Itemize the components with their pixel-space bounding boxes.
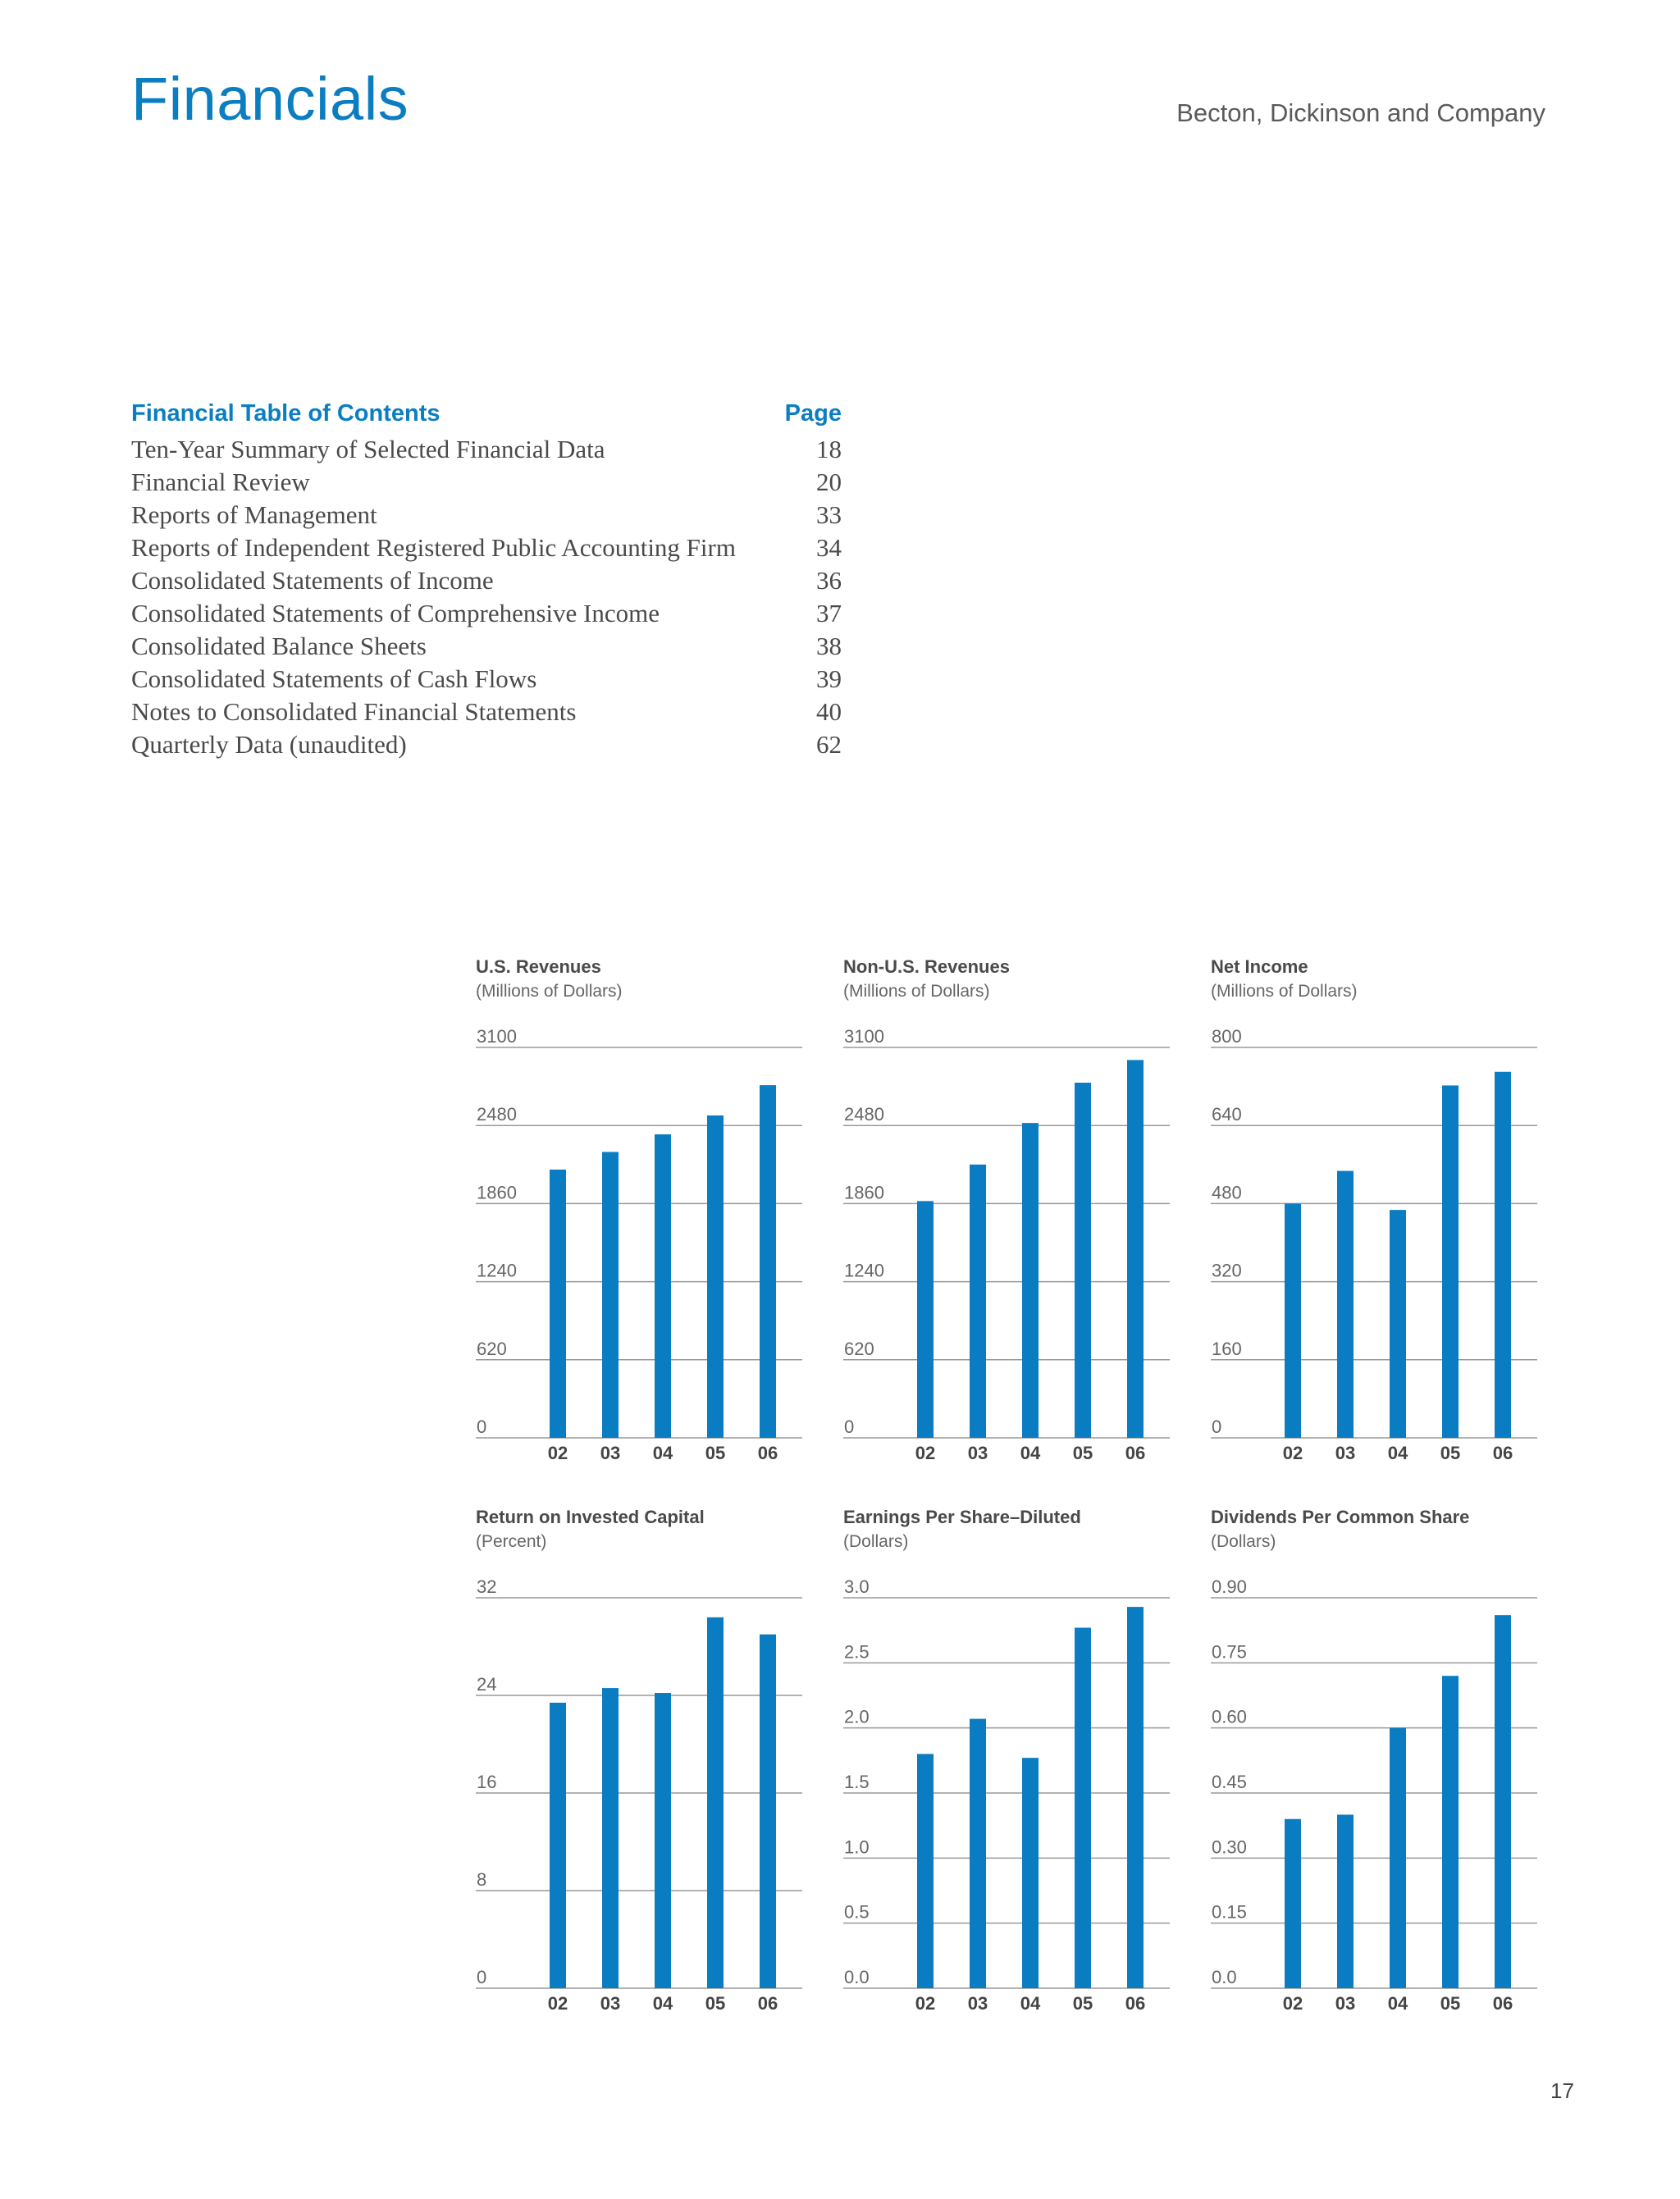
y-tick-label: 480	[1212, 1182, 1242, 1203]
x-tick-label: 06	[1492, 1993, 1513, 2014]
chart-subtitle: (Percent)	[476, 1532, 547, 1551]
toc-entry-page: 40	[816, 697, 842, 726]
toc-entry[interactable]	[131, 499, 842, 532]
y-tick-label: 0.60	[1212, 1706, 1247, 1727]
y-tick-label: 620	[477, 1338, 507, 1359]
x-tick-label: 06	[757, 1993, 778, 2014]
company-name: Becton, Dickinson and Company	[1176, 98, 1545, 127]
toc-entry[interactable]	[131, 663, 842, 696]
y-tick-label: 3100	[477, 1026, 517, 1047]
bar	[1390, 1728, 1406, 1988]
bar	[1285, 1203, 1301, 1438]
x-tick-label: 02	[915, 1443, 936, 1463]
y-tick-label: 2480	[844, 1104, 884, 1125]
toc-entry[interactable]	[131, 597, 842, 630]
x-tick-label: 05	[1440, 1993, 1461, 2014]
y-tick-label: 32	[477, 1576, 497, 1597]
y-tick-label: 160	[1212, 1338, 1242, 1359]
toc-entry-label: Financial Review	[131, 468, 310, 496]
x-tick-label: 03	[967, 1443, 988, 1463]
x-tick-label: 03	[967, 1993, 988, 2014]
toc-entry-page: 62	[816, 730, 842, 759]
bar	[550, 1703, 566, 1988]
bar	[1127, 1607, 1144, 1988]
x-tick-label: 03	[1335, 1993, 1356, 2014]
y-tick-label: 1.5	[844, 1772, 870, 1792]
toc-entry-page: 39	[816, 664, 842, 693]
x-tick-label: 02	[1282, 1443, 1303, 1463]
toc-entry[interactable]	[131, 433, 842, 466]
y-tick-label: 0.30	[1212, 1836, 1247, 1858]
x-tick-label: 05	[1072, 1993, 1093, 2014]
chart-title: Earnings Per Share–Diluted	[843, 1507, 1081, 1527]
bar	[1442, 1676, 1459, 1988]
toc-entry-label: Consolidated Statements of Income	[131, 566, 494, 595]
bar	[970, 1165, 986, 1438]
y-tick-label: 0	[477, 1967, 487, 1987]
x-tick-label: 02	[915, 1993, 936, 2014]
bar	[1390, 1210, 1406, 1438]
y-tick-label: 3.0	[844, 1576, 870, 1597]
x-tick-label: 03	[1335, 1443, 1356, 1463]
y-tick-label: 1860	[477, 1182, 517, 1203]
x-tick-label: 05	[1072, 1443, 1093, 1463]
page-title: Financials	[131, 65, 409, 133]
x-tick-label: 02	[547, 1993, 568, 2014]
toc-entry-label: Reports of Independent Registered Public Accounting Firm	[131, 533, 736, 562]
y-tick-label: 0.75	[1212, 1641, 1247, 1663]
bar	[1337, 1171, 1354, 1438]
bar	[1075, 1083, 1091, 1438]
chart-plot	[476, 1506, 804, 2014]
y-tick-label: 1860	[844, 1182, 884, 1203]
bar	[917, 1201, 934, 1438]
toc-entry-page: 37	[816, 599, 842, 627]
bar	[655, 1693, 671, 1988]
y-tick-label: 3100	[844, 1026, 884, 1047]
toc-entry-label: Ten-Year Summary of Selected Financial Data	[131, 435, 605, 463]
y-tick-label: 320	[1212, 1260, 1242, 1281]
chart-title: Non-U.S. Revenues	[843, 956, 1010, 977]
y-tick-label: 16	[477, 1772, 497, 1792]
toc-entry[interactable]	[131, 466, 842, 499]
toc-entry-page: 33	[816, 500, 842, 529]
toc-entry[interactable]	[131, 630, 842, 663]
chart-title: U.S. Revenues	[476, 956, 601, 977]
y-tick-label: 0.15	[1212, 1901, 1247, 1923]
bar	[1022, 1758, 1039, 1988]
chart-subtitle: (Dollars)	[843, 1532, 909, 1551]
chart-subtitle: (Millions of Dollars)	[843, 982, 990, 1001]
x-tick-label: 04	[652, 1443, 673, 1463]
bar	[707, 1617, 724, 1988]
chart-earnings-per-share	[843, 1506, 1171, 2014]
chart-return-on-invested-capital	[476, 1506, 804, 2014]
chart-plot	[843, 1506, 1171, 2014]
toc-entry-label: Consolidated Balance Sheets	[131, 632, 427, 660]
y-tick-label: 640	[1212, 1104, 1242, 1125]
y-tick-label: 0.0	[1212, 1967, 1237, 1987]
bar	[917, 1754, 934, 1988]
bar	[970, 1719, 986, 1988]
toc-entry-page: 34	[816, 533, 842, 562]
chart-subtitle: (Millions of Dollars)	[476, 982, 623, 1001]
x-tick-label: 03	[600, 1443, 621, 1463]
toc-entry-page: 20	[816, 468, 842, 496]
y-tick-label: 24	[477, 1674, 497, 1695]
bar	[550, 1170, 566, 1438]
y-tick-label: 0	[477, 1417, 487, 1437]
x-tick-label: 06	[757, 1443, 778, 1463]
chart-title: Dividends Per Common Share	[1211, 1507, 1470, 1527]
toc-entry-label: Consolidated Statements of Cash Flows	[131, 664, 537, 693]
y-tick-label: 0.5	[844, 1901, 870, 1923]
chart-us-revenues	[476, 956, 804, 1464]
x-tick-label: 05	[1440, 1443, 1461, 1463]
chart-title: Net Income	[1211, 956, 1308, 977]
chart-subtitle: (Dollars)	[1211, 1532, 1276, 1551]
table-of-contents	[131, 400, 842, 761]
x-tick-label: 04	[1020, 1993, 1041, 2014]
chart-dividends-per-share	[1211, 1506, 1539, 2014]
bar	[1022, 1123, 1039, 1438]
toc-entry-label: Notes to Consolidated Financial Statements	[131, 697, 577, 726]
x-tick-label: 05	[705, 1993, 726, 2014]
toc-entry-page: 18	[816, 435, 842, 463]
toc-entry-page: 36	[816, 566, 842, 595]
bar	[602, 1688, 619, 1988]
chart-plot	[843, 956, 1171, 1464]
y-tick-label: 0	[844, 1417, 855, 1437]
bar	[1075, 1627, 1091, 1988]
bar	[1495, 1072, 1511, 1438]
y-tick-label: 2.0	[844, 1706, 870, 1727]
x-tick-label: 06	[1125, 1443, 1146, 1463]
bar	[1495, 1615, 1511, 1988]
chart-non-us-revenues	[843, 956, 1171, 1464]
y-tick-label: 1240	[844, 1260, 884, 1281]
y-tick-label: 620	[844, 1338, 874, 1359]
x-tick-label: 06	[1125, 1993, 1146, 2014]
bar	[655, 1134, 671, 1438]
bar	[1442, 1085, 1459, 1438]
chart-subtitle: (Millions of Dollars)	[1211, 982, 1358, 1001]
x-tick-label: 03	[600, 1993, 621, 2014]
chart-title: Return on Invested Capital	[476, 1507, 705, 1527]
x-tick-label: 04	[1020, 1443, 1041, 1463]
toc-entry[interactable]	[131, 532, 842, 564]
chart-plot	[476, 956, 804, 1464]
bar	[1127, 1060, 1144, 1438]
y-tick-label: 0.0	[844, 1967, 870, 1987]
page-number: 17	[1550, 2078, 1574, 2103]
x-tick-label: 02	[1282, 1993, 1303, 2014]
x-tick-label: 05	[705, 1443, 726, 1463]
toc-page-label: Page	[784, 400, 842, 427]
toc-header	[131, 400, 842, 433]
bar	[760, 1635, 776, 1988]
toc-entry-label: Reports of Management	[131, 500, 377, 529]
y-tick-label: 8	[477, 1869, 487, 1890]
y-tick-label: 2480	[477, 1104, 517, 1125]
bar	[760, 1085, 776, 1438]
toc-entry[interactable]	[131, 728, 842, 761]
chart-plot	[1211, 956, 1539, 1464]
y-tick-label: 0.45	[1212, 1772, 1247, 1792]
chart-net-income	[1211, 956, 1539, 1464]
x-tick-label: 04	[1387, 1443, 1408, 1463]
y-tick-label: 1240	[477, 1260, 517, 1281]
x-tick-label: 04	[652, 1993, 673, 2014]
x-tick-label: 04	[1387, 1993, 1408, 2014]
x-tick-label: 02	[547, 1443, 568, 1463]
toc-heading: Financial Table of Contents	[131, 400, 441, 427]
bar	[602, 1152, 619, 1438]
y-tick-label: 0	[1212, 1417, 1222, 1437]
toc-entry[interactable]	[131, 696, 842, 728]
bar	[1337, 1814, 1354, 1988]
x-tick-label: 06	[1492, 1443, 1513, 1463]
toc-entry-label: Consolidated Statements of Comprehensive Income	[131, 599, 660, 627]
chart-plot	[1211, 1506, 1539, 2014]
bar	[1285, 1819, 1301, 1988]
toc-entry[interactable]	[131, 564, 842, 597]
toc-entry-label: Quarterly Data (unaudited)	[131, 730, 407, 759]
y-tick-label: 2.5	[844, 1641, 870, 1663]
toc-entry-page: 38	[816, 632, 842, 660]
bar	[707, 1115, 724, 1438]
y-tick-label: 1.0	[844, 1836, 870, 1858]
y-tick-label: 800	[1212, 1026, 1242, 1047]
y-tick-label: 0.90	[1212, 1576, 1247, 1597]
